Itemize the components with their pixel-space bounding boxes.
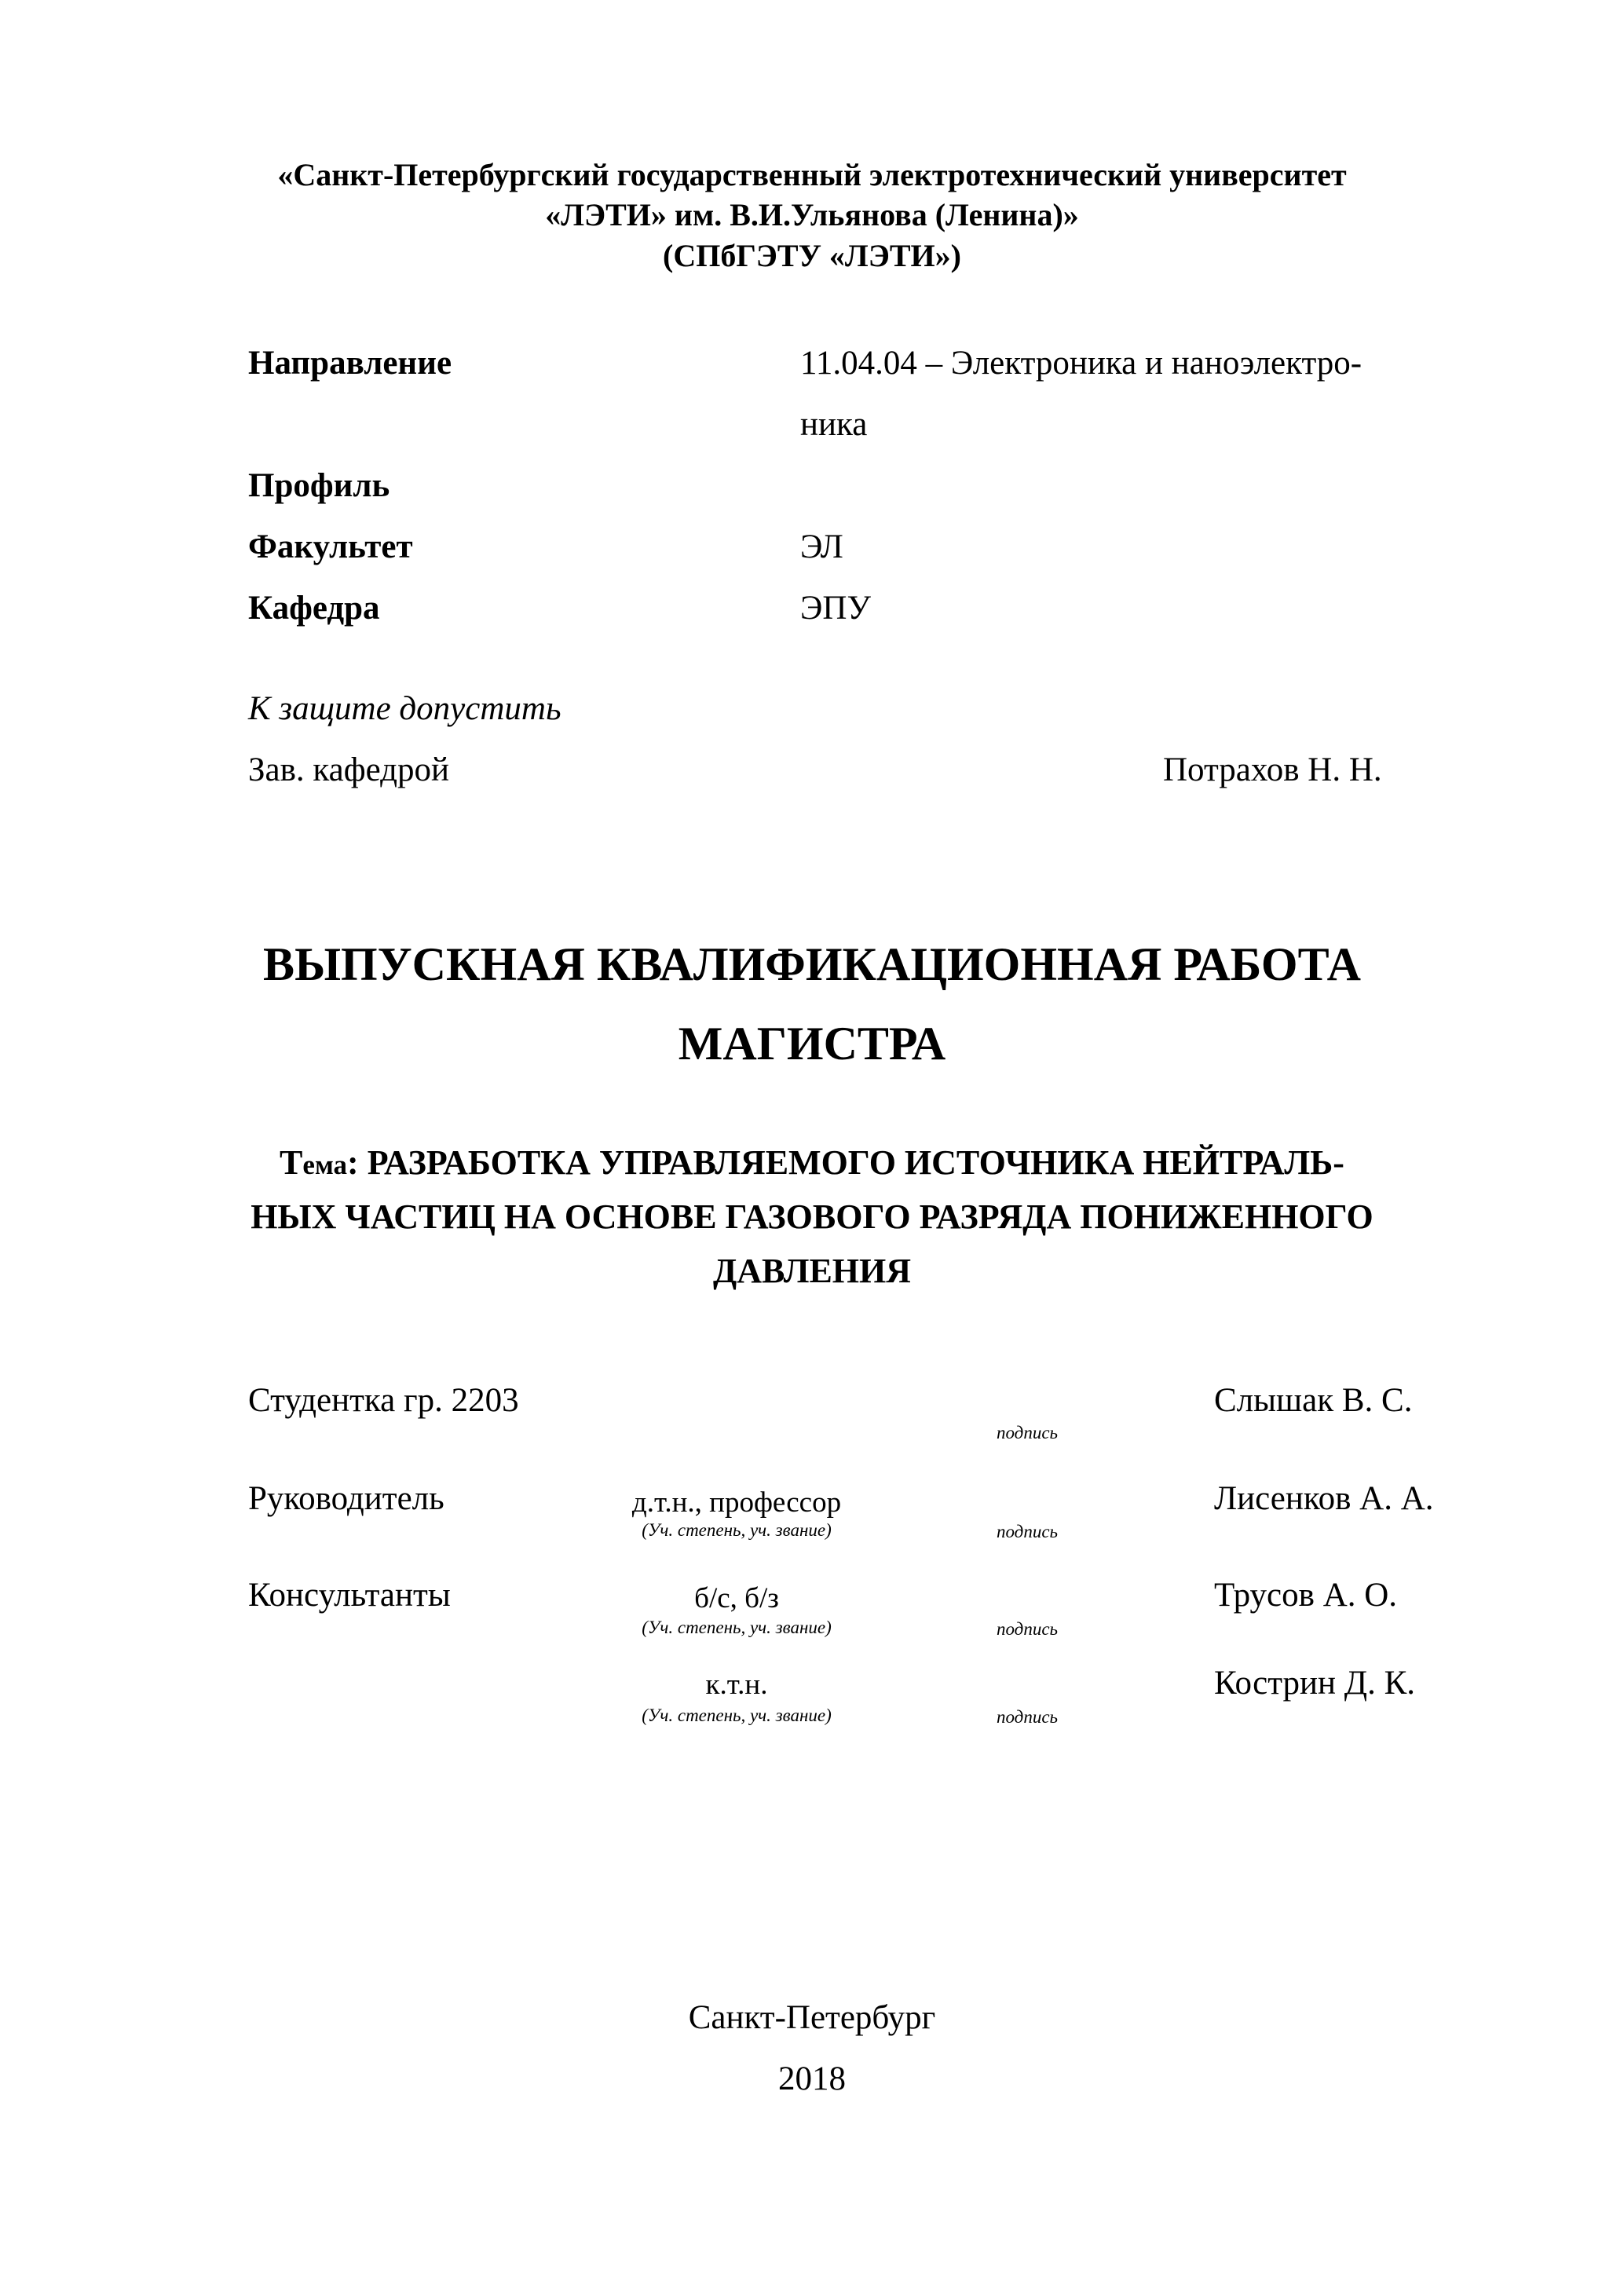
- topic-prefix: [280, 1143, 359, 1182]
- supervisor-name: Лисенков А. А.: [1214, 1480, 1434, 1517]
- consultants-label: Консультанты: [248, 1577, 451, 1614]
- student-name: Слышак В. С.: [1214, 1382, 1413, 1419]
- faculty-value: ЭЛ: [800, 528, 843, 565]
- student-signature-caption: подпись: [996, 1423, 1058, 1442]
- topic-text-line3: ДАВЛЕНИЯ: [712, 1252, 912, 1290]
- topic-text-line2: НЫХ ЧАСТИЦ НА ОСНОВЕ ГАЗОВОГО РАЗРЯДА ПОНИЖЕННОГО: [251, 1197, 1373, 1236]
- student-label: Студентка гр. 2203: [248, 1382, 519, 1419]
- direction-value-line1: 11.04.04 – Электроника и наноэлектро-: [800, 345, 1362, 382]
- topic-prefix-colon: :: [347, 1143, 359, 1182]
- consultant1-name: Трусов А. О.: [1214, 1577, 1398, 1614]
- consultant2-name: Кострин Д. К.: [1214, 1665, 1416, 1702]
- consultant2-rank-caption: (Уч. степень, уч. звание): [642, 1706, 832, 1725]
- footer-year: 2018: [778, 2060, 846, 2097]
- topic-prefix-rest: ема: [302, 1150, 348, 1180]
- admit-to-defense: К защите допустить: [248, 690, 561, 727]
- consultant2-rank: к.т.н.: [705, 1669, 768, 1701]
- topic-text-line1: РАЗРАБОТКА УПРАВЛЯЕМОГО ИСТОЧНИКА НЕЙТРАЛЬ-: [367, 1143, 1344, 1182]
- consultant1-rank: б/с, б/з: [694, 1582, 779, 1614]
- department-value: ЭПУ: [800, 590, 871, 627]
- university-name-line1: «Санкт-Петербургский государственный электротехнический университет: [277, 157, 1347, 192]
- consultant1-rank-caption: (Уч. степень, уч. звание): [642, 1618, 832, 1637]
- thesis-title-line2: МАГИСТРА: [678, 1018, 946, 1069]
- direction-value-line2: ника: [800, 406, 868, 443]
- profile-label: Профиль: [248, 467, 390, 504]
- university-abbreviation: (СПбГЭТУ «ЛЭТИ»): [663, 238, 961, 273]
- faculty-label: Факультет: [248, 528, 413, 565]
- university-name-line2: «ЛЭТИ» им. В.И.Ульянова (Ленина)»: [545, 197, 1079, 232]
- thesis-title-line1: ВЫПУСКНАЯ КВАЛИФИКАЦИОННАЯ РАБОТА: [263, 938, 1361, 990]
- consultant2-signature-caption: подпись: [996, 1707, 1058, 1727]
- head-of-department-name: Потрахов Н. Н.: [1163, 751, 1382, 788]
- head-of-department-label: Зав. кафедрой: [248, 751, 450, 788]
- department-label: Кафедра: [248, 590, 380, 627]
- supervisor-rank-caption: (Уч. степень, уч. звание): [642, 1520, 832, 1540]
- direction-label: Направление: [248, 345, 452, 382]
- supervisor-label: Руководитель: [248, 1480, 444, 1517]
- topic-line1: [0, 1143, 1624, 1182]
- supervisor-signature-caption: подпись: [996, 1522, 1058, 1541]
- supervisor-rank: д.т.н., профессор: [631, 1486, 842, 1519]
- topic-prefix-initial: Т: [280, 1143, 303, 1182]
- consultant1-signature-caption: подпись: [996, 1619, 1058, 1639]
- footer-city: Санкт-Петербург: [688, 1999, 936, 2036]
